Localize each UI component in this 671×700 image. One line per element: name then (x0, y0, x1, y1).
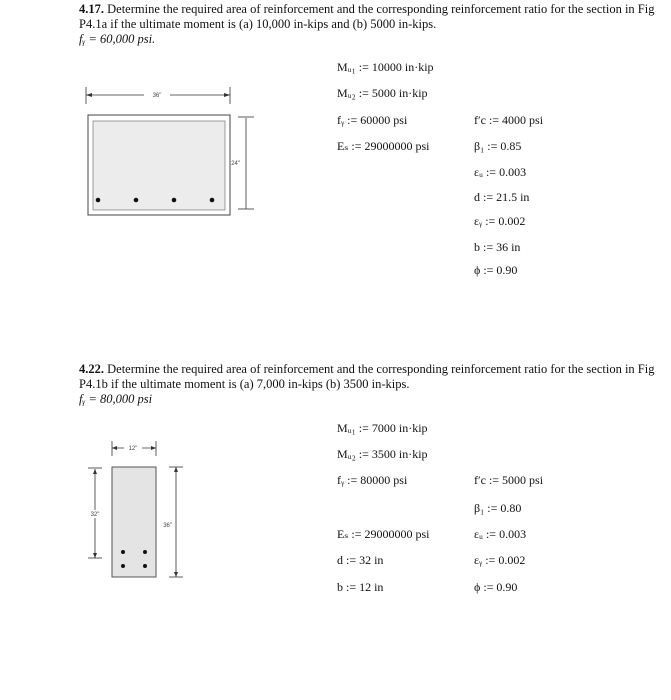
problem-statement (79, 362, 659, 392)
eq-d: d := 21.5 in (474, 190, 530, 204)
rebar (121, 550, 125, 554)
figure-p4-1b (80, 438, 200, 583)
problem-text: Determine the required area of reinforcement and the corresponding reinforcement ratio for the section in Fig P4.1b if the ultimate moment is (a) 7,000 in-kips (b) 3500 in-kips. (79, 362, 655, 391)
eq-fc: f′c := 5000 psi (474, 473, 544, 487)
figure-p4-1a (80, 82, 260, 222)
eq-d: d := 32 in (337, 553, 384, 567)
rebar (143, 564, 147, 568)
eq-fy: fᵧ := 60000 psi (337, 113, 408, 127)
height-dimension-label-left: 32" (90, 512, 100, 518)
rebar (121, 564, 125, 568)
height-dimension-label: 24" (231, 161, 240, 167)
eq-eps-u: εᵤ := 0.003 (474, 165, 527, 179)
eq-es: Eₛ := 29000000 psi (337, 139, 430, 153)
eq-fc: f′c := 4000 psi (474, 113, 544, 127)
eq-mu1: Mᵤ₁ := 10000 in·kip (337, 60, 434, 74)
rebar (210, 198, 215, 203)
height-dimension-label-right: 36" (163, 523, 172, 529)
eq-eps-y: εᵧ := 0.002 (474, 553, 526, 567)
eq-mu2: Mᵤ₂ := 3500 in·kip (337, 447, 428, 461)
problem-number: 4.22. (79, 362, 104, 376)
eq-phi: ϕ := 0.90 (474, 580, 518, 594)
eq-es: Eₛ := 29000000 psi (337, 527, 430, 541)
rebar (143, 550, 147, 554)
problem-4-17 (79, 2, 659, 47)
problem-4-22 (79, 362, 659, 407)
rebar (134, 198, 139, 203)
eq-eps-y: εᵧ := 0.002 (474, 214, 526, 228)
problem-text: Determine the required area of reinforcement and the corresponding reinforcement ratio for the section in Fig P4.1a if the ultimate moment is (a) 10,000 in-kips and (b) 5000 in-kips. (79, 2, 655, 31)
width-dimension-label: 12" (128, 446, 138, 452)
rebar (172, 198, 177, 203)
yield-strength-line: fᵧ = 80,000 psi (79, 392, 153, 406)
eq-phi: ϕ := 0.90 (474, 263, 518, 277)
eq-b: b := 36 in (474, 240, 521, 254)
problem-statement (79, 2, 659, 32)
eq-eps-u: εᵤ := 0.003 (474, 527, 527, 541)
eq-beta1: β₁ := 0.80 (474, 501, 522, 515)
eq-mu1: Mᵤ₁ := 7000 in·kip (337, 421, 428, 435)
width-dimension-label: 36" (152, 93, 162, 99)
eq-mu2: Mᵤ₂ := 5000 in·kip (337, 86, 428, 100)
beam-section (112, 467, 156, 577)
yield-strength-line: fᵧ = 60,000 psi. (79, 32, 156, 46)
eq-fy: fᵧ := 80000 psi (337, 473, 408, 487)
problem-number: 4.17. (79, 2, 104, 16)
eq-b: b := 12 in (337, 580, 384, 594)
rebar (96, 198, 101, 203)
eq-beta1: β₁ := 0.85 (474, 139, 522, 153)
